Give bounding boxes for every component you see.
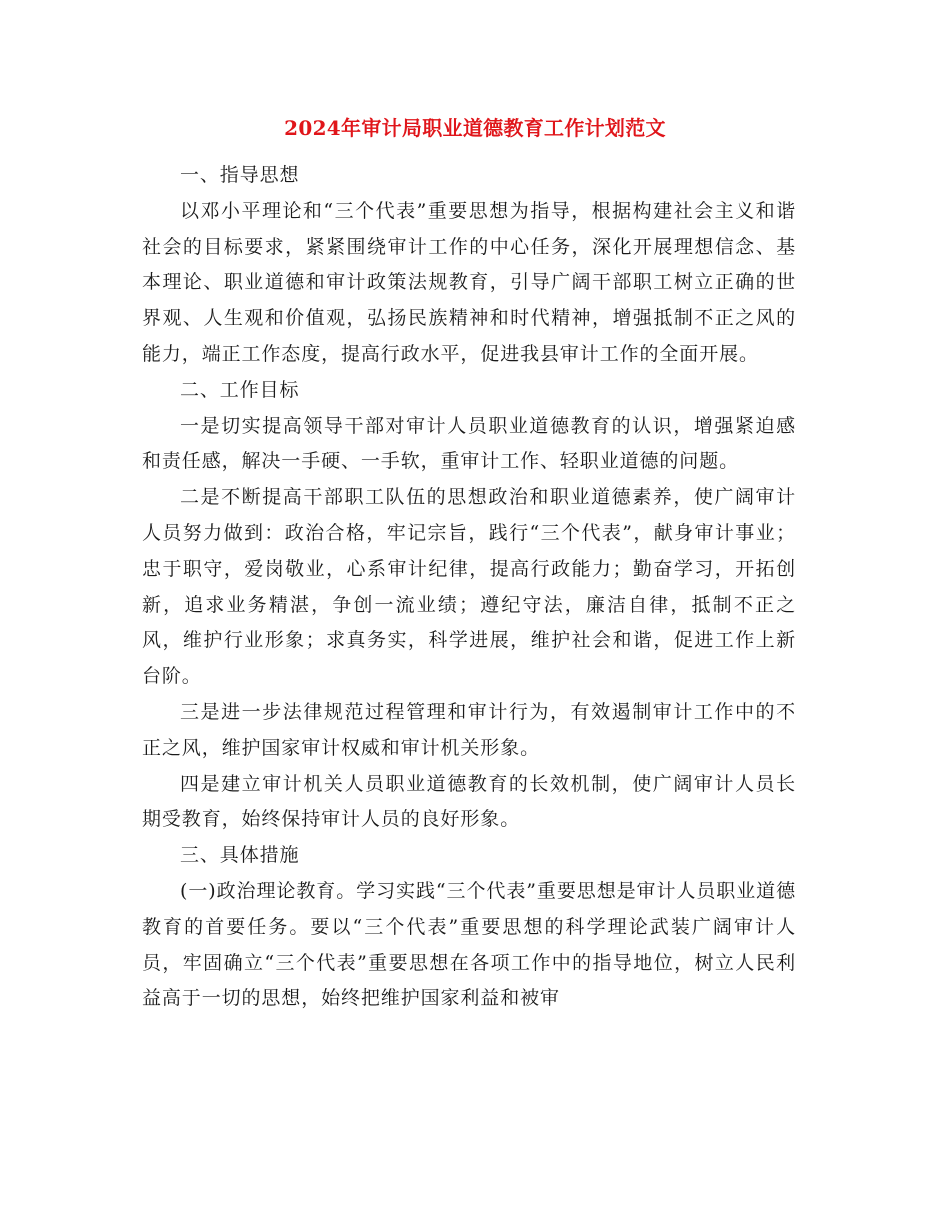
document-body xyxy=(142,158,796,1017)
paragraph-goal-two: 二是不断提高干部职工队伍的思想政治和职业道德素养，使广阔审计人员努力做到：政治合格，牢记宗旨，践行“三个代表”，献身审计事业；忠于职守，爱岗敬业，心系审计纪律，提高行政能力；勤奋学习，开拓创新，追求业务精湛，争创一流业绩；遵纪守法，廉洁自律，抵制不正之风，维护行业形象；求真务实，科学进展，维护社会和谐，促进工作上新台阶。 xyxy=(142,486,796,688)
heading-specific-measures: 三、具体措施 xyxy=(180,844,300,867)
paragraph-guiding-ideology: 以邓小平理论和“三个代表”重要思想为指导，根据构建社会主义和谐社会的目标要求，紧紧围绕审计工作的中心任务，深化开展理想信念、基本理论、职业道德和审计政策法规教育，引导广阔干部职工树立正确的世界观、人生观和价值观，弘扬民族精神和时代精神，增强抵制不正之风的能力，端正工作态度，提高行政水平，促进我县审计工作的全面开展。 xyxy=(142,199,796,365)
heading-work-goals: 二、工作目标 xyxy=(180,378,300,401)
paragraph-goal-four: 四是建立审计机关人员职业道德教育的长效机制，使广阔审计人员长期受教育，始终保持审计人员的良好形象。 xyxy=(142,772,796,831)
document-title: 2024年审计局职业道德教育工作计划范文 xyxy=(284,116,666,140)
paragraph-goal-three: 三是进一步法律规范过程管理和审计行为，有效遏制审计工作中的不正之风，维护国家审计权威和审计机关形象。 xyxy=(142,700,796,759)
paragraph-goal-one: 一是切实提高领导干部对审计人员职业道德教育的认识，增强紧迫感和责任感，解决一手硬、一手软，重审计工作、轻职业道德的问题。 xyxy=(142,414,796,473)
heading-guiding-ideology: 一、指导思想 xyxy=(180,164,300,186)
paragraph-political-theory: (一)政治理论教育。学习实践“三个代表”重要思想是审计人员职业道德教育的首要任务。要以“三个代表”重要思想的科学理论武装广阔审计人员，牢固确立“三个代表”重要思想在各项工作中的指导地位，树立人民利益高于一切的思想，始终把维护国家利益和被审 xyxy=(142,879,796,1010)
